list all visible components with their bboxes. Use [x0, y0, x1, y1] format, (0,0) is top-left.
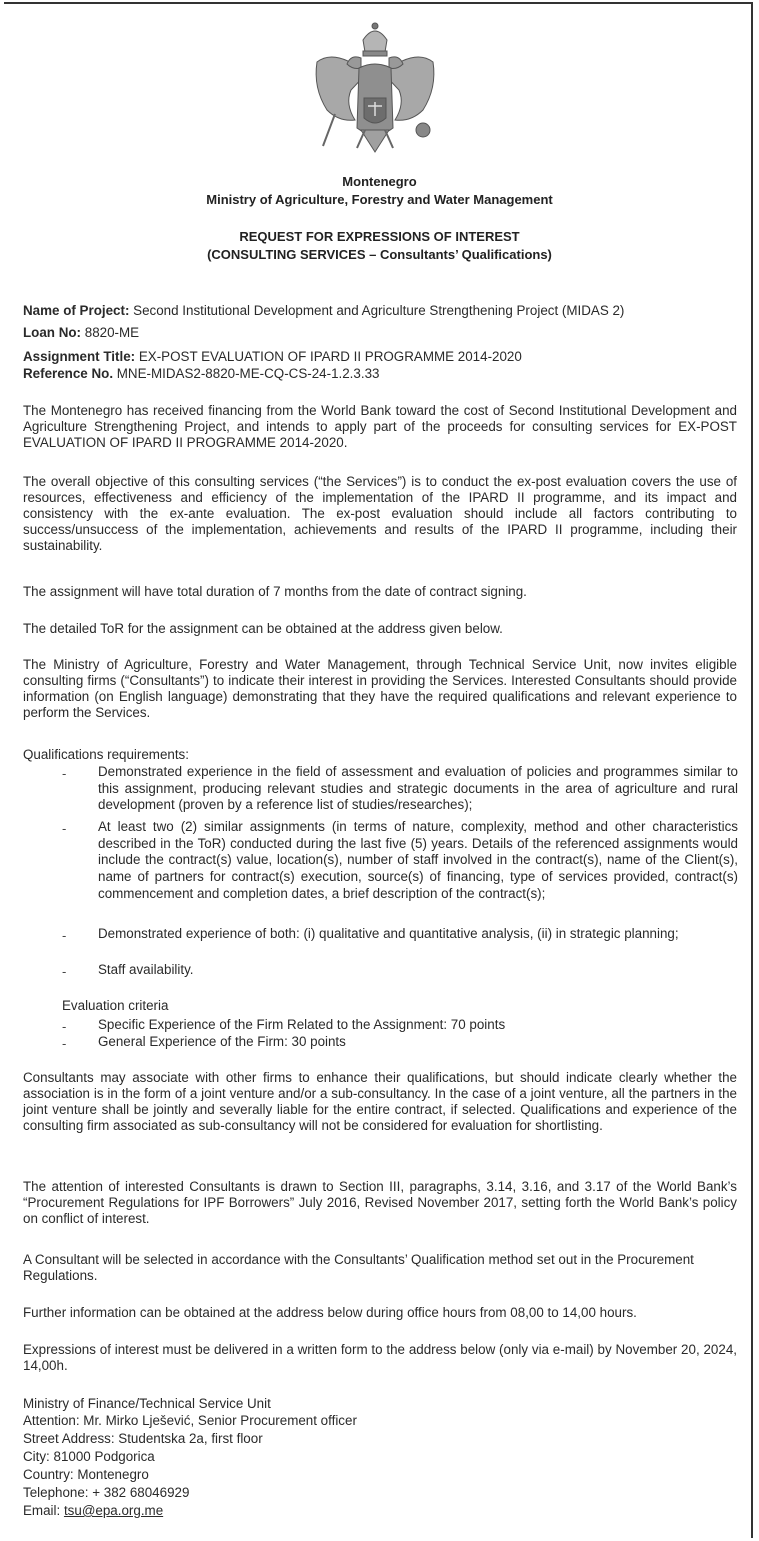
project-name-line [23, 303, 737, 319]
qualification-item: Demonstrated experience of both: (i) qualitative and quantitative analysis, (ii) in strategic planning; [98, 926, 679, 941]
address-street: Street Address: Studentska 2a, first floor [23, 1431, 263, 1446]
bullet-marker: - [62, 964, 67, 979]
paragraph-delivery: Expressions of interest must be delivered in a written form to the address below (only via e-mail) by November 20, 2024, 14,00h. [23, 1342, 737, 1373]
email-link[interactable]: tsu@epa.org.me [63, 1503, 164, 1518]
address-telephone: Telephone: + 382 68046929 [23, 1485, 190, 1500]
paragraph-duration: The assignment will have total duration of 7 months from the date of contract signing. [23, 584, 527, 599]
reference-value: MNE-MIDAS2-8820-ME-CQ-CS-24-1.2.3.33 [116, 366, 380, 381]
assignment-label: Assignment Title: [23, 349, 136, 364]
paragraph-association: Consultants may associate with other firms to enhance their qualifications, but should indicate clearly whether the association is in the form of a joint venture and/or a sub-consultancy. In the case of a joint venture, all the partners in the joint venture shall be jointly and severally liable for the entire contract, if selected. Qualifications and experience of the consulting firm associated as sub-consultancy will not be considered for evaluation for shortlisting. [23, 1070, 737, 1133]
loan-label: Loan No: [23, 325, 82, 340]
address-city: City: 81000 Podgorica [23, 1449, 155, 1464]
address-country: Country: Montenegro [23, 1467, 149, 1482]
qualifications-heading: Qualifications requirements: [23, 747, 189, 762]
address-email-line [23, 1503, 737, 1519]
loan-value: 8820-ME [84, 325, 140, 340]
rfei-title: REQUEST FOR EXPRESSIONS OF INTEREST [239, 229, 520, 244]
paragraph-invitation: The Ministry of Agriculture, Forestry and Water Management, through Technical Service Unit, now invites eligible consulting firms (“Consultants”) to indicate their interest in providing the Services. Interested Consultants should provide information (on English language) demonstrating that they have the required qualifications and relevant experience to perform the Services. [23, 657, 737, 720]
evaluation-heading: Evaluation criteria [62, 998, 169, 1013]
rfei-subtitle: (CONSULTING SERVICES – Consultants’ Qualifications) [207, 247, 552, 262]
email-label: Email: [23, 1503, 61, 1518]
montenegro-coat-of-arms-icon [305, 18, 445, 173]
paragraph-selection: A Consultant will be selected in accordance with the Consultants’ Qualification method set out in the Procurement Regulations. [23, 1252, 694, 1283]
paragraph-objective: The overall objective of this consulting services (“the Services”) is to conduct the ex-post evaluation covers the use of resources, effectiveness and efficiency of the implementation of the IPARD II programme, and its impact and consistency with the ex-ante evaluation. The ex-post evaluation should include all factors contributing to success/unsuccess of the implementation, achievements and results of the IPARD II programme, including their sustainability. [23, 474, 737, 553]
qualification-item: At least two (2) similar assignments (in terms of nature, complexity, method and other characteristics described in the ToR) conducted during the last five (5) years. Details of the referenced assignments would include the contract(s) value, location(s), number of staff involved in the contract(s), name of the Client(s), name of partners for contract(s) execution, source(s) of financing, type of services provided, contract(s) commencement and completion dates, a brief description of the contract(s); [98, 819, 738, 901]
address-org: Ministry of Finance/Technical Service Unit [23, 1396, 271, 1411]
project-name-label: Name of Project: [23, 303, 130, 318]
reference-line [23, 366, 737, 382]
assignment-line [23, 349, 737, 365]
loan-line [23, 325, 737, 341]
reference-label: Reference No. [23, 366, 114, 381]
qualification-item: Staff availability. [98, 962, 194, 977]
address-attention: Attention: Mr. Mirko Lješević, Senior Procurement officer [23, 1413, 357, 1428]
paragraph-further-info: Further information can be obtained at the address below during office hours from 08,00 to 14,00 hours. [23, 1305, 637, 1320]
qualification-item: Demonstrated experience in the field of assessment and evaluation of policies and programmes similar to this assignment, producing relevant studies and strategic documents in the area of agriculture and rural development (proven by a reference list of studies/researches); [98, 764, 738, 813]
paragraph-tor: The detailed ToR for the assignment can be obtained at the address given below. [23, 621, 503, 636]
bullet-marker: - [62, 928, 67, 943]
bullet-marker: - [62, 1019, 67, 1034]
evaluation-item: General Experience of the Firm: 30 points [98, 1034, 346, 1049]
country-name: Montenegro [342, 174, 417, 189]
evaluation-item: Specific Experience of the Firm Related to the Assignment: 70 points [98, 1017, 506, 1032]
ministry-name: Ministry of Agriculture, Forestry and Water Management [206, 192, 553, 207]
assignment-value: EX-POST EVALUATION OF IPARD II PROGRAMME 2014-2020 [138, 349, 522, 364]
paragraph-conflict: The attention of interested Consultants is drawn to Section III, paragraphs, 3.14, 3.16, and 3.17 of the World Bank’s “Procurement Regulations for IPF Borrowers” July 2016, Revised November 2017, setting forth the World Bank’s policy on conflict of interest. [23, 1179, 737, 1226]
bullet-marker: - [62, 766, 67, 781]
project-name-value: Second Institutional Development and Agriculture Strengthening Project (MIDAS 2) [133, 303, 625, 318]
paragraph-financing: The Montenegro has received financing from the World Bank toward the cost of Second Institutional Development and Agriculture Strengthening Project, and intends to apply part of the proceeds for consulting services for EX-POST EVALUATION OF IPARD II PROGRAMME 2014-2020. [23, 403, 737, 450]
bullet-marker: - [62, 1036, 67, 1051]
bullet-marker: - [62, 821, 67, 836]
